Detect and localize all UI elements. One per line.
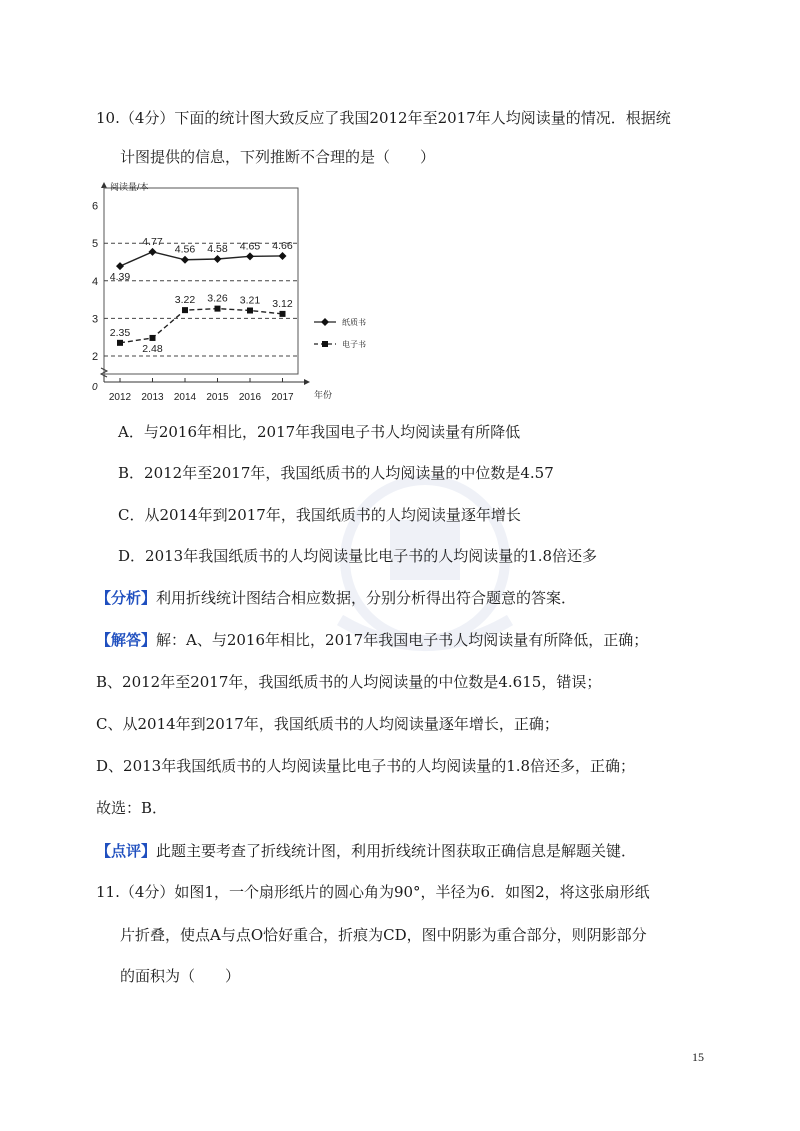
point-paper: [181, 256, 189, 264]
data-label-paper: 4.58: [207, 242, 228, 255]
answer-line-5: 故选：B．: [96, 799, 168, 817]
y-tick-label: 3: [92, 313, 99, 326]
answer-tag: 【解答】: [96, 631, 157, 649]
q11-stem-line3: 的面积为（ ）: [120, 967, 241, 985]
q10-option-d: D．2013年我国纸质书的人均阅读量比电子书的人均阅读量的1.8倍还多: [118, 547, 598, 565]
x-axis-label: 年份: [314, 390, 333, 400]
q10-option-b: B．2012年至2017年，我国纸质书的人均阅读量的中位数是4.57: [118, 464, 554, 482]
point-paper: [116, 262, 124, 270]
legend-marker-paper: [321, 318, 329, 326]
y-tick-label: 5: [92, 238, 99, 251]
y-tick-label: 2: [92, 351, 99, 363]
y-axis-arrow: [101, 182, 107, 188]
x-axis-arrow: [304, 379, 310, 385]
point-ebook: [150, 335, 156, 341]
point-ebook: [117, 340, 123, 346]
x-tick-label: 2016: [238, 392, 262, 403]
x-tick-label: 2014: [173, 392, 197, 403]
x-tick-label: 2017: [271, 392, 294, 403]
q11-stem-line1: 11.（4分）如图1，一个扇形纸片的圆心角为90°，半径为6．如图2，将这张扇形纸: [96, 883, 650, 901]
answer-line-2: B、2012年至2017年，我国纸质书的人均阅读量的中位数是4.615，错误；: [96, 673, 602, 691]
reading-volume-line-chart: [86, 176, 386, 408]
legend-label-paper: 纸质书: [342, 318, 366, 327]
analysis-paragraph: [96, 588, 576, 608]
y-tick-label: 6: [92, 200, 99, 213]
data-label-ebook: 2.35: [109, 326, 131, 339]
data-label-ebook: 2.48: [142, 342, 163, 355]
x-tick-label: 2015: [206, 392, 229, 403]
data-label-paper: 4.66: [272, 239, 293, 252]
analysis-text: 利用折线统计图结合相应数据，分别分析得出符合题意的答案．: [156, 589, 577, 607]
data-label-paper: 4.39: [109, 271, 131, 284]
point-paper: [279, 252, 287, 260]
point-ebook: [182, 307, 188, 313]
series-line-paper: [120, 252, 283, 266]
data-label-ebook: 3.22: [174, 294, 196, 307]
point-paper: [246, 252, 254, 260]
comment-text: 此题主要考查了折线统计图，利用折线统计图获取正确信息是解题关键．: [156, 842, 637, 860]
x-tick-label: 2012: [108, 392, 132, 403]
answer-line-3: C、从2014年到2017年，我国纸质书的人均阅读量逐年增长，正确；: [96, 715, 559, 733]
data-label-paper: 4.56: [174, 243, 196, 256]
x-tick-label: 2013: [141, 392, 164, 403]
legend-marker-ebook: [322, 341, 328, 347]
point-ebook: [247, 308, 253, 314]
data-label-paper: 4.77: [142, 235, 163, 248]
axis-break: [101, 368, 107, 377]
q10-option-c: C．从2014年到2017年，我国纸质书的人均阅读量逐年增长: [118, 506, 521, 524]
comment-paragraph: [96, 841, 636, 861]
y-axis-label: 阅读量/本: [110, 182, 149, 192]
y-tick-label: 4: [92, 275, 99, 288]
data-label-ebook: 3.12: [272, 297, 293, 310]
analysis-tag: 【分析】: [96, 589, 157, 607]
answer-line-1: [96, 630, 648, 650]
legend-label-ebook: 电子书: [342, 340, 366, 349]
origin-label: 0: [92, 382, 98, 393]
answer-line-4: D、2013年我国纸质书的人均阅读量比电子书的人均阅读量的1.8倍还多，正确；: [96, 757, 636, 775]
point-ebook: [215, 306, 221, 312]
q10-stem-line2: 计图提供的信息，下列推断不合理的是（ ）: [120, 148, 436, 166]
q10-option-a: A．与2016年相比，2017年我国电子书人均阅读量有所降低: [118, 423, 521, 441]
q10-stem-line1: 10.（4分）下面的统计图大致反应了我国2012年至2017年人均阅读量的情况．根据统: [96, 109, 671, 127]
data-label-ebook: 3.26: [207, 292, 228, 305]
comment-tag: 【点评】: [96, 842, 157, 860]
point-paper: [149, 248, 157, 256]
point-paper: [214, 255, 222, 263]
series-line-ebook: [120, 309, 283, 343]
page-number: 15: [692, 1050, 704, 1064]
point-ebook: [280, 311, 286, 317]
data-label-paper: 4.65: [239, 240, 261, 253]
answer-text-1: 解：A、与2016年相比，2017年我国电子书人均阅读量有所降低，正确；: [156, 631, 649, 649]
data-label-ebook: 3.21: [239, 294, 261, 307]
q11-stem-line2: 片折叠，使点A与点O恰好重合，折痕为CD，图中阴影为重合部分，则阴影部分: [120, 926, 647, 944]
